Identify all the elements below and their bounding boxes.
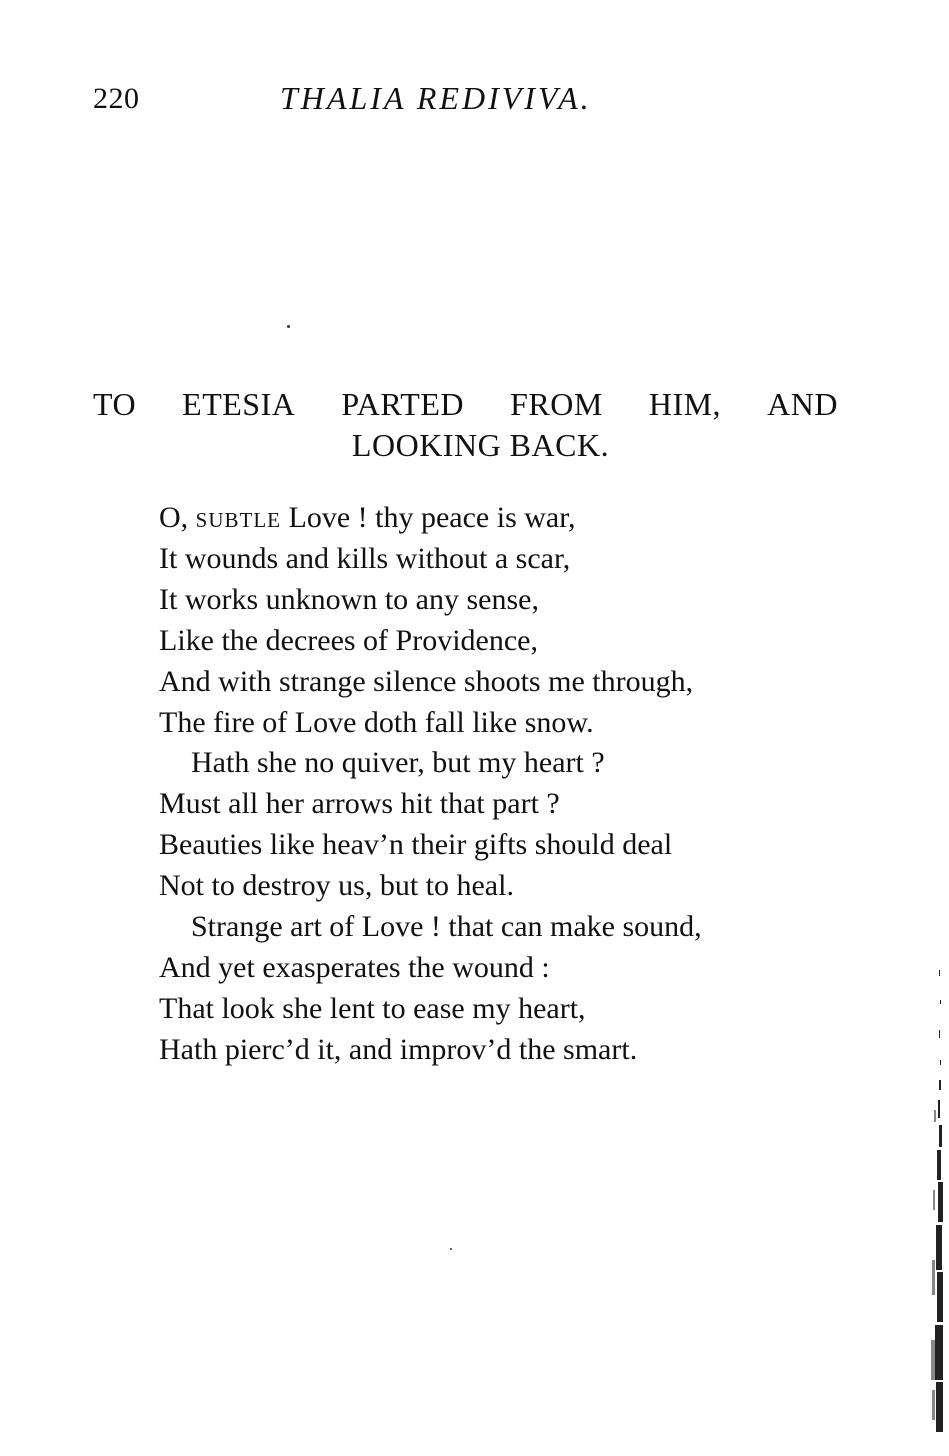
verse-line: Hath she no quiver, but my heart ? <box>191 746 605 780</box>
verse-line: The fire of Love doth fall like snow. <box>159 705 594 739</box>
poem-body <box>159 498 859 1071</box>
poem-title-line-1 <box>93 384 838 425</box>
verse-line: And with strange silence shoots me through, <box>159 664 694 698</box>
verse-line: Must all her arrows hit that part ? <box>159 787 560 821</box>
verse-line: It works unknown to any sense, <box>159 582 539 616</box>
verse-smallcaps-word: subtle <box>195 501 282 534</box>
verse-line: And yet exasperates the wound : <box>159 950 550 984</box>
title-word: AND <box>767 386 838 422</box>
scanned-page-edge <box>930 960 944 1440</box>
verse-line: Not to destroy us, but to heal. <box>159 869 514 903</box>
verse-line: Strange art of Love ! that can make sound, <box>191 910 702 944</box>
verse-line: It wounds and kills without a scar, <box>159 541 571 575</box>
title-word: FROM <box>510 386 603 422</box>
title-word: PARTED <box>341 386 464 422</box>
verse-line: Hath pierc’d it, and improv’d the smart. <box>159 1032 638 1066</box>
verse-line: Like the decrees of Providence, <box>159 623 538 657</box>
verse-lead: O, <box>159 501 196 534</box>
title-word: ETESIA <box>182 386 296 422</box>
page-number: 220 <box>93 82 140 115</box>
running-title: THALIA REDIVIVA. <box>280 80 592 116</box>
verse-line: Beauties like heav’n their gifts should deal <box>159 828 673 862</box>
ink-speck <box>450 1248 452 1250</box>
verse-line <box>159 498 859 539</box>
verse-text: Love ! thy peace is war, <box>281 501 576 534</box>
poem-title-line-2: LOOKING BACK. <box>351 427 610 463</box>
title-word: HIM, <box>648 386 722 422</box>
title-word: TO <box>93 386 137 422</box>
ink-speck <box>287 325 290 328</box>
verse-line: That look she lent to ease my heart, <box>159 991 586 1025</box>
poem-title <box>93 384 838 466</box>
